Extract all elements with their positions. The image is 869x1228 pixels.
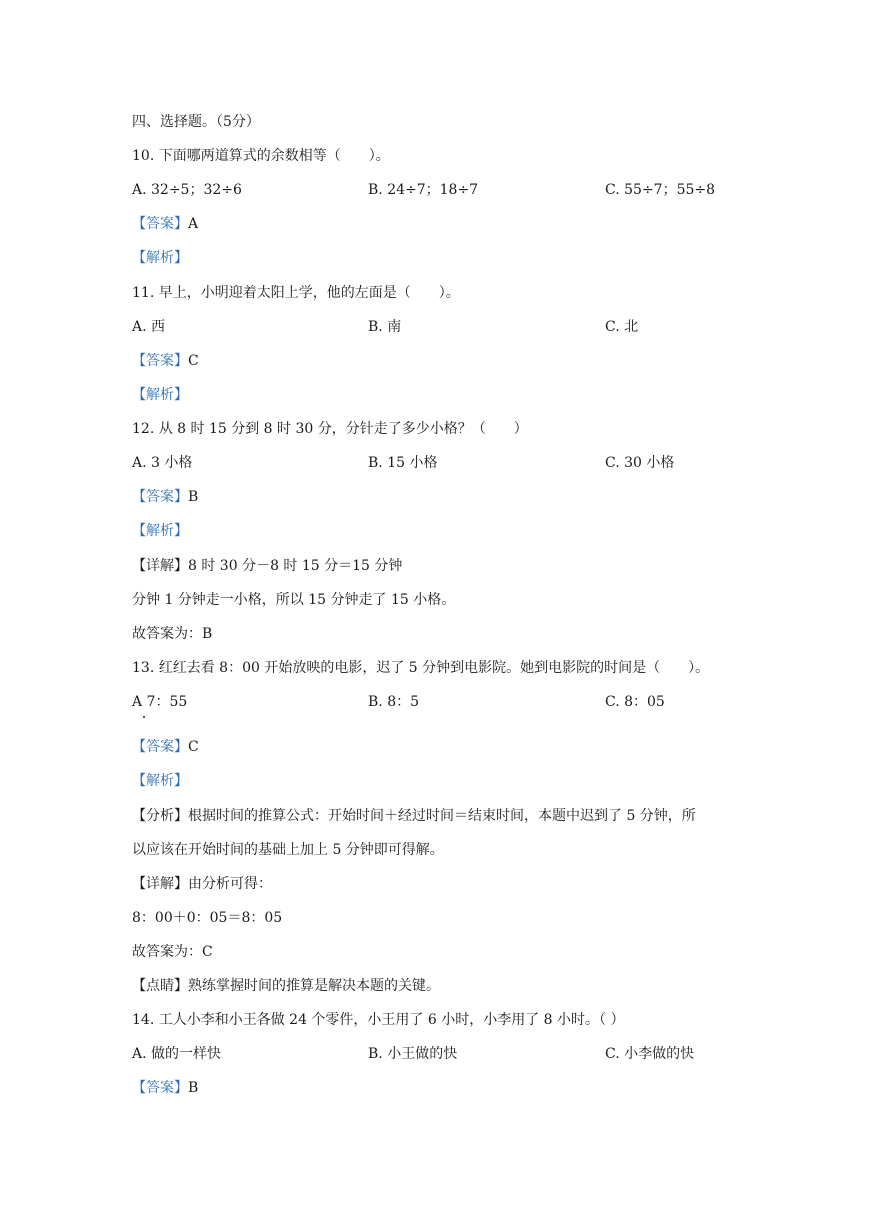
question-13-detail-line2: 8：00＋0：05＝8：05 [132, 910, 283, 926]
answer-value: C [188, 739, 199, 755]
analysis-label: 【解析】 [132, 387, 188, 403]
question-12-conclusion: 故答案为：B [132, 626, 213, 642]
question-12-stem: 12. 从 8 时 15 分到 8 时 30 分，分针走了多少小格？（ ） [132, 421, 528, 437]
question-14-option-b: B. 小王做的快 [368, 1046, 458, 1062]
detail-label: 【详解】 [132, 876, 188, 892]
analysis-label: 【解析】 [132, 523, 188, 539]
question-12-analysis [132, 521, 188, 541]
question-11-analysis [132, 385, 188, 405]
question-14-option-c: C. 小李做的快 [605, 1046, 695, 1062]
question-13-fenxi [132, 806, 696, 826]
detail-label: 【详解】 [132, 558, 188, 574]
question-13-option-a: A 7：55 [132, 694, 188, 710]
answer-value: B [188, 489, 199, 505]
question-10-option-b: B. 24÷7；18÷7 [368, 182, 479, 198]
analysis-label: 【解析】 [132, 773, 188, 789]
question-10-option-a: A. 32÷5；32÷6 [132, 182, 242, 198]
dianjing-text: 熟练掌握时间的推算是解决本题的关键。 [188, 978, 440, 994]
stray-dot-mark [143, 716, 145, 718]
question-13-fenxi-line2: 以应该在开始时间的基础上加上 5 分钟即可得解。 [132, 842, 444, 858]
question-13-analysis [132, 771, 188, 791]
answer-label: 【答案】 [132, 1080, 188, 1096]
dianjing-label: 【点睛】 [132, 978, 188, 994]
answer-label: 【答案】 [132, 216, 188, 232]
question-13-detail [132, 874, 272, 894]
question-12-detail [132, 556, 402, 576]
question-14-stem: 14. 工人小李和小王各做 24 个零件，小王用了 6 小时，小李用了 8 小时。（ ） [132, 1012, 625, 1028]
question-13-option-b: B. 8：5 [368, 694, 420, 710]
question-12-detail-line2: 分钟 1 分钟走一小格，所以 15 分钟走了 15 小格。 [132, 592, 456, 608]
question-10-answer [132, 214, 198, 234]
question-12-answer [132, 487, 198, 507]
question-13-dianjing [132, 976, 440, 996]
answer-value: B [188, 1080, 199, 1096]
question-13-answer [132, 737, 199, 757]
section-title: 四、选择题。（5分） [132, 114, 260, 130]
question-10-analysis [132, 248, 188, 268]
answer-label: 【答案】 [132, 353, 188, 369]
question-13-option-c: C. 8：05 [605, 694, 665, 710]
question-12-option-b: B. 15 小格 [368, 455, 438, 471]
question-10-option-c: C. 55÷7；55÷8 [605, 182, 716, 198]
fenxi-text: 根据时间的推算公式：开始时间＋经过时间＝结束时间，本题中迟到了 5 分钟，所 [188, 808, 696, 824]
answer-value: A [188, 216, 199, 232]
analysis-label: 【解析】 [132, 250, 188, 266]
question-11-option-a: A. 西 [132, 319, 166, 335]
question-11-answer [132, 351, 199, 371]
question-14-option-a: A. 做的一样快 [132, 1046, 222, 1062]
question-11-option-c: C. 北 [605, 319, 639, 335]
question-13-stem: 13. 红红去看 8：00 开始放映的电影，迟了 5 分钟到电影院。她到电影院的时间是（ ）。 [132, 660, 710, 676]
question-13-conclusion: 故答案为：C [132, 944, 213, 960]
question-10-stem: 10. 下面哪两道算式的余数相等（ ）。 [132, 148, 390, 164]
question-12-option-a: A. 3 小格 [132, 455, 193, 471]
answer-label: 【答案】 [132, 739, 188, 755]
answer-label: 【答案】 [132, 489, 188, 505]
question-14-answer [132, 1078, 198, 1098]
question-11-option-b: B. 南 [368, 319, 402, 335]
question-11-stem: 11. 早上，小明迎着太阳上学，他的左面是（ ）。 [132, 285, 460, 301]
question-12-option-c: C. 30 小格 [605, 455, 675, 471]
detail-text: 8 时 30 分－8 时 15 分＝15 分钟 [188, 558, 403, 574]
detail-text: 由分析可得： [188, 876, 272, 892]
answer-value: C [188, 353, 199, 369]
fenxi-label: 【分析】 [132, 808, 188, 824]
